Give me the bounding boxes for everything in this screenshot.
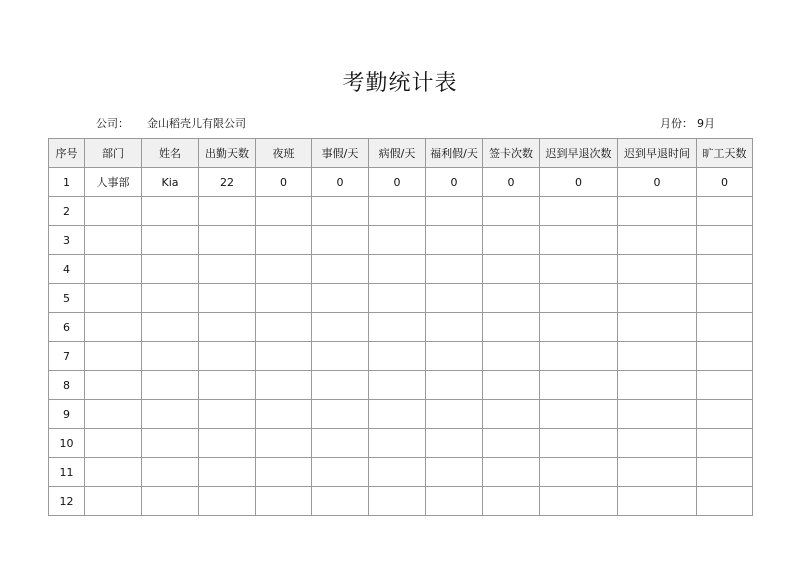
cell-night-shift[interactable] xyxy=(256,284,312,313)
header-absent-days: 旷工天数 xyxy=(697,139,753,168)
cell-personal-leave[interactable] xyxy=(312,458,369,487)
cell-sick-leave[interactable] xyxy=(369,255,426,284)
cell-sign-card-count[interactable] xyxy=(483,255,540,284)
cell-personal-leave[interactable] xyxy=(312,313,369,342)
cell-sign-card-count[interactable] xyxy=(483,458,540,487)
cell-absent-days[interactable] xyxy=(697,371,753,400)
cell-late-early-count[interactable] xyxy=(540,226,618,255)
cell-name[interactable]: Kia xyxy=(142,168,199,197)
header-welfare-leave: 福利假/天 xyxy=(426,139,483,168)
cell-welfare-leave[interactable] xyxy=(426,458,483,487)
cell-late-early-count[interactable] xyxy=(540,429,618,458)
cell-sign-card-count[interactable] xyxy=(483,400,540,429)
cell-personal-leave[interactable] xyxy=(312,487,369,516)
cell-personal-leave[interactable] xyxy=(312,429,369,458)
cell-night-shift[interactable] xyxy=(256,458,312,487)
cell-name[interactable] xyxy=(142,342,199,371)
cell-absent-days[interactable] xyxy=(697,342,753,371)
cell-department[interactable] xyxy=(85,371,142,400)
cell-index[interactable]: 8 xyxy=(49,371,85,400)
cell-late-early-time[interactable] xyxy=(618,400,697,429)
cell-attendance-days[interactable] xyxy=(199,313,256,342)
header-sign-card-count: 签卡次数 xyxy=(483,139,540,168)
cell-personal-leave[interactable] xyxy=(312,371,369,400)
cell-welfare-leave[interactable] xyxy=(426,371,483,400)
cell-index[interactable]: 4 xyxy=(49,255,85,284)
cell-welfare-leave[interactable]: 0 xyxy=(426,168,483,197)
table-header-row xyxy=(49,139,753,168)
company-info xyxy=(96,116,246,132)
cell-attendance-days[interactable] xyxy=(199,400,256,429)
cell-late-early-count[interactable] xyxy=(540,342,618,371)
cell-night-shift[interactable] xyxy=(256,226,312,255)
cell-night-shift[interactable] xyxy=(256,371,312,400)
cell-late-early-time[interactable] xyxy=(618,197,697,226)
cell-name[interactable] xyxy=(142,400,199,429)
header-late-early-count: 迟到早退次数 xyxy=(540,139,618,168)
cell-late-early-count[interactable] xyxy=(540,255,618,284)
cell-sign-card-count[interactable]: 0 xyxy=(483,168,540,197)
cell-attendance-days[interactable] xyxy=(199,487,256,516)
cell-absent-days[interactable] xyxy=(697,226,753,255)
cell-personal-leave[interactable] xyxy=(312,400,369,429)
header-sick-leave: 病假/天 xyxy=(369,139,426,168)
cell-late-early-time[interactable] xyxy=(618,371,697,400)
company-name: 金山稻壳儿有限公司 xyxy=(147,117,246,130)
cell-absent-days[interactable] xyxy=(697,458,753,487)
cell-personal-leave[interactable]: 0 xyxy=(312,168,369,197)
header-index: 序号 xyxy=(49,139,85,168)
cell-index[interactable]: 7 xyxy=(49,342,85,371)
cell-late-early-count[interactable] xyxy=(540,371,618,400)
cell-absent-days[interactable]: 0 xyxy=(697,168,753,197)
cell-absent-days[interactable] xyxy=(697,197,753,226)
cell-welfare-leave[interactable] xyxy=(426,429,483,458)
cell-name[interactable] xyxy=(142,226,199,255)
cell-night-shift[interactable] xyxy=(256,342,312,371)
cell-attendance-days[interactable] xyxy=(199,197,256,226)
header-department: 部门 xyxy=(85,139,142,168)
header-night-shift: 夜班 xyxy=(256,139,312,168)
cell-attendance-days[interactable] xyxy=(199,371,256,400)
cell-sick-leave[interactable] xyxy=(369,371,426,400)
table-row xyxy=(49,400,753,429)
cell-index[interactable]: 1 xyxy=(49,168,85,197)
cell-late-early-count[interactable]: 0 xyxy=(540,168,618,197)
cell-late-early-time[interactable] xyxy=(618,429,697,458)
cell-sign-card-count[interactable] xyxy=(483,487,540,516)
cell-name[interactable] xyxy=(142,487,199,516)
cell-sick-leave[interactable] xyxy=(369,313,426,342)
cell-department[interactable] xyxy=(85,197,142,226)
cell-late-early-time[interactable] xyxy=(618,226,697,255)
cell-attendance-days[interactable] xyxy=(199,226,256,255)
table-row xyxy=(49,284,753,313)
table-row xyxy=(49,371,753,400)
cell-personal-leave[interactable] xyxy=(312,226,369,255)
cell-personal-leave[interactable] xyxy=(312,284,369,313)
header-attendance-days: 出勤天数 xyxy=(199,139,256,168)
cell-late-early-time[interactable] xyxy=(618,284,697,313)
cell-night-shift[interactable] xyxy=(256,429,312,458)
cell-sick-leave[interactable] xyxy=(369,429,426,458)
cell-attendance-days[interactable] xyxy=(199,458,256,487)
cell-name[interactable] xyxy=(142,255,199,284)
cell-absent-days[interactable] xyxy=(697,487,753,516)
cell-sick-leave[interactable] xyxy=(369,400,426,429)
cell-sign-card-count[interactable] xyxy=(483,429,540,458)
cell-late-early-count[interactable] xyxy=(540,458,618,487)
header-personal-leave: 事假/天 xyxy=(312,139,369,168)
header-name: 姓名 xyxy=(142,139,199,168)
table-row xyxy=(49,313,753,342)
cell-welfare-leave[interactable] xyxy=(426,255,483,284)
cell-welfare-leave[interactable] xyxy=(426,313,483,342)
table-row xyxy=(49,487,753,516)
page-title: 考勤统计表 xyxy=(342,71,458,96)
cell-department[interactable] xyxy=(85,400,142,429)
table-row xyxy=(49,168,753,197)
cell-sign-card-count[interactable] xyxy=(483,313,540,342)
cell-late-early-time[interactable] xyxy=(618,313,697,342)
cell-name[interactable] xyxy=(142,429,199,458)
cell-sick-leave[interactable] xyxy=(369,342,426,371)
cell-sick-leave[interactable]: 0 xyxy=(369,168,426,197)
cell-attendance-days[interactable] xyxy=(199,284,256,313)
cell-department[interactable] xyxy=(85,429,142,458)
cell-late-early-time[interactable] xyxy=(618,458,697,487)
cell-department[interactable] xyxy=(85,226,142,255)
cell-late-early-time[interactable]: 0 xyxy=(618,168,697,197)
table-row xyxy=(49,429,753,458)
cell-department[interactable] xyxy=(85,284,142,313)
month-label: 月份： xyxy=(660,117,693,130)
cell-welfare-leave[interactable] xyxy=(426,284,483,313)
cell-personal-leave[interactable] xyxy=(312,342,369,371)
month-info xyxy=(660,116,715,132)
cell-department[interactable]: 人事部 xyxy=(85,168,142,197)
cell-sick-leave[interactable] xyxy=(369,284,426,313)
cell-department[interactable] xyxy=(85,255,142,284)
cell-late-early-count[interactable] xyxy=(540,487,618,516)
cell-name[interactable] xyxy=(142,371,199,400)
cell-index[interactable]: 12 xyxy=(49,487,85,516)
table-row xyxy=(49,226,753,255)
cell-late-early-time[interactable] xyxy=(618,255,697,284)
cell-sign-card-count[interactable] xyxy=(483,342,540,371)
cell-index[interactable]: 3 xyxy=(49,226,85,255)
cell-index[interactable]: 5 xyxy=(49,284,85,313)
cell-late-early-count[interactable] xyxy=(540,197,618,226)
table-row xyxy=(49,342,753,371)
cell-night-shift[interactable] xyxy=(256,197,312,226)
cell-sign-card-count[interactable] xyxy=(483,226,540,255)
cell-late-early-time[interactable] xyxy=(618,342,697,371)
cell-absent-days[interactable] xyxy=(697,284,753,313)
cell-night-shift[interactable] xyxy=(256,400,312,429)
header-late-early-time: 迟到早退时间 xyxy=(618,139,697,168)
table-body xyxy=(49,168,753,516)
cell-welfare-leave[interactable] xyxy=(426,197,483,226)
cell-attendance-days[interactable]: 22 xyxy=(199,168,256,197)
table-row xyxy=(49,458,753,487)
cell-night-shift[interactable]: 0 xyxy=(256,168,312,197)
attendance-table xyxy=(48,138,753,516)
month-value: 9月 xyxy=(697,117,715,130)
cell-name[interactable] xyxy=(142,284,199,313)
cell-index[interactable]: 9 xyxy=(49,400,85,429)
cell-department[interactable] xyxy=(85,313,142,342)
cell-name[interactable] xyxy=(142,458,199,487)
cell-personal-leave[interactable] xyxy=(312,197,369,226)
cell-sick-leave[interactable] xyxy=(369,197,426,226)
cell-absent-days[interactable] xyxy=(697,400,753,429)
cell-sign-card-count[interactable] xyxy=(483,284,540,313)
cell-night-shift[interactable] xyxy=(256,255,312,284)
company-label: 公司： xyxy=(96,117,129,130)
cell-welfare-leave[interactable] xyxy=(426,487,483,516)
cell-department[interactable] xyxy=(85,342,142,371)
table-row xyxy=(49,197,753,226)
cell-absent-days[interactable] xyxy=(697,313,753,342)
cell-name[interactable] xyxy=(142,197,199,226)
cell-welfare-leave[interactable] xyxy=(426,342,483,371)
cell-late-early-time[interactable] xyxy=(618,487,697,516)
cell-sign-card-count[interactable] xyxy=(483,371,540,400)
cell-late-early-count[interactable] xyxy=(540,400,618,429)
cell-index[interactable]: 2 xyxy=(49,197,85,226)
cell-sick-leave[interactable] xyxy=(369,487,426,516)
cell-name[interactable] xyxy=(142,313,199,342)
cell-index[interactable]: 11 xyxy=(49,458,85,487)
cell-welfare-leave[interactable] xyxy=(426,400,483,429)
cell-absent-days[interactable] xyxy=(697,255,753,284)
cell-index[interactable]: 6 xyxy=(49,313,85,342)
cell-welfare-leave[interactable] xyxy=(426,226,483,255)
cell-late-early-count[interactable] xyxy=(540,284,618,313)
cell-department[interactable] xyxy=(85,487,142,516)
cell-sick-leave[interactable] xyxy=(369,458,426,487)
cell-night-shift[interactable] xyxy=(256,313,312,342)
cell-personal-leave[interactable] xyxy=(312,255,369,284)
cell-absent-days[interactable] xyxy=(697,429,753,458)
cell-late-early-count[interactable] xyxy=(540,313,618,342)
cell-department[interactable] xyxy=(85,458,142,487)
cell-sick-leave[interactable] xyxy=(369,226,426,255)
cell-attendance-days[interactable] xyxy=(199,342,256,371)
cell-night-shift[interactable] xyxy=(256,487,312,516)
table-row xyxy=(49,255,753,284)
cell-sign-card-count[interactable] xyxy=(483,197,540,226)
cell-attendance-days[interactable] xyxy=(199,429,256,458)
cell-index[interactable]: 10 xyxy=(49,429,85,458)
cell-attendance-days[interactable] xyxy=(199,255,256,284)
